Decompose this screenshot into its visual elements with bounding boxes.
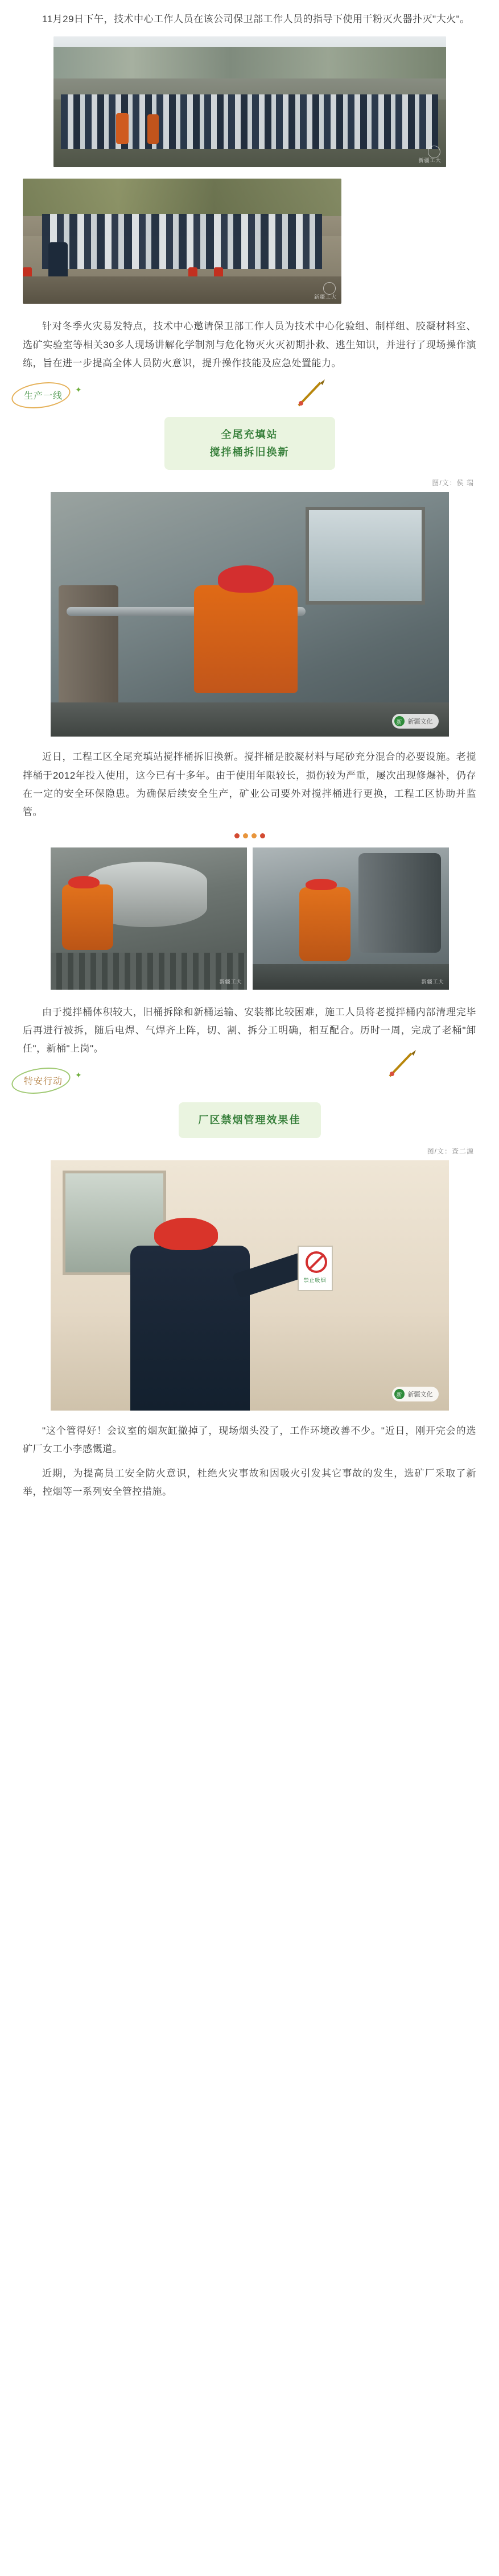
photo-grating [51, 953, 247, 990]
section-2-tag: 特安行动 [24, 1077, 63, 1087]
photo-tank-cleaning [51, 847, 247, 990]
paragraph-1: 11月29日下午，技术中心工作人员在该公司保卫部工作人员的指导下使用干粉灭火器扑灭"大火"。 [42, 14, 470, 24]
account-badge [392, 1387, 439, 1401]
photo-mixing-tank-work [51, 492, 449, 737]
photo-people-row [42, 214, 323, 269]
dot-separator [0, 828, 499, 845]
section-1-credit-row [0, 474, 499, 492]
bottom-spacer [0, 1507, 499, 1512]
no-smoking-sign [298, 1246, 333, 1291]
paragraph-3: 近日，工程工区全尾充填站搅拌桶拆旧换新。搅拌桶是胶凝材料与尾砂充分混合的必要设施。老搅拌桶于2012年投入使用，这今已有十多年。由于使用年限较长，损伤较为严重，屡次出现修爆补，仍存在一定的安全环保隐患。为确保后续安全生产，矿业公司要外对搅拌桶进行更换，工程工区协助并监管。 [23, 751, 476, 818]
account-badge-label: 新疆文化 [407, 718, 433, 726]
photo-worker-helmet [154, 1218, 218, 1250]
dot [260, 833, 265, 838]
sparkle-icon: ✦ [75, 1070, 82, 1080]
photo-watermark: 新疆工大 [421, 978, 444, 985]
photo-building [53, 47, 446, 78]
account-badge [392, 714, 439, 729]
photo-2-wrap [0, 173, 499, 309]
section-2-credit: 图/文：查二源 [427, 1147, 474, 1156]
section-1-banner-wrap [0, 415, 499, 474]
account-avatar-icon: 新 [394, 1389, 405, 1399]
photo-worker-helmet [218, 565, 274, 592]
photo-watermark: 新疆工大 [314, 294, 337, 300]
account-badge-label: 新疆文化 [407, 1391, 433, 1399]
photo-duct [358, 853, 441, 953]
photo-worker-body [130, 1246, 250, 1411]
section-1-banner-line2: 搅拌桶拆旧换新 [209, 446, 290, 458]
paragraph-5: "这个管得好！会议室的烟灰缸撤掉了，现场烟头没了，工作环境改善不少。"近日，刚开完会的选矿厂女工小李感慨道。 [23, 1425, 476, 1455]
photo-1-wrap [0, 31, 499, 173]
photo-trees [23, 179, 341, 216]
section-2-banner-line1: 厂区禁烟管理效果佳 [198, 1114, 301, 1126]
sparkle-icon: ✦ [75, 385, 82, 395]
photo-worker-helmet [306, 879, 337, 890]
section-1-credit: 图/文：侯 瑞 [432, 479, 474, 487]
pen-icon [294, 376, 328, 410]
photo-watermark: 新疆工大 [219, 978, 242, 985]
pen-icon [385, 1047, 419, 1081]
section-2-credit-row [0, 1143, 499, 1160]
dot [234, 833, 240, 838]
photo-no-smoking-sign [51, 1160, 449, 1411]
feature-photo-1-wrap [0, 492, 499, 740]
dot [243, 833, 248, 838]
photo-floor [253, 964, 449, 990]
photo-tank [59, 585, 118, 708]
photo-row [0, 845, 499, 995]
photo-worker-orange-2 [147, 114, 159, 144]
section-1-banner-line1: 全尾充填站 [221, 429, 278, 441]
photo-watermark: 新疆工大 [418, 158, 442, 164]
photo-worker-orange [116, 113, 129, 144]
photo-worker [299, 887, 350, 961]
photo-worker-helmet [68, 876, 100, 889]
photo-fire-drill-group [53, 36, 446, 167]
feature-photo-2-wrap [0, 1160, 499, 1414]
photo-floor [23, 276, 341, 304]
watermark-circle-icon [428, 146, 440, 158]
section-2-banner [179, 1102, 321, 1138]
paragraph-2: 针对冬季火灾易发特点，技术中心邀请保卫部工作人员为技术中心化验组、制样组、胶凝材料室、选矿实验室等相关30多人现场讲解化学制剂与危化物灭火灭初期扑救、逃生知识，并进行了现场操作演练，旨在进一步提高全体人员防火意识，提升操作技能及应急处置能力。 [23, 321, 476, 369]
photo-window [306, 507, 425, 605]
account-avatar-icon: 新 [394, 716, 405, 726]
section-1-tag: 生产一线 [24, 391, 63, 402]
paragraph-6: 近期，为提高员工安全防火意识，杜绝火灾事故和因吸火引发其它事故的发生，选矿厂采取了新举，控烟等一系列安全管控措施。 [23, 1467, 476, 1497]
paragraph-4: 由于搅拌桶体积较大，旧桶拆除和新桶运输、安装都比较困难，施工人员将老搅拌桶内部清理完毕后再进行被拆，随后电焊、气焊齐上阵，切、割、拆分工明确，相互配合。历时一周，完成了老桶"卸任"，新桶"上岗"。 [23, 1006, 476, 1055]
section-1-tag-row [0, 378, 499, 415]
photo-worker-body [194, 585, 298, 693]
dot [251, 833, 257, 838]
no-smoking-label: 禁止吸烟 [303, 1277, 327, 1283]
section-2-banner-wrap [0, 1100, 499, 1143]
photo-worker [62, 884, 113, 950]
section-1-banner [164, 417, 335, 470]
section-2-tag-row [0, 1064, 499, 1100]
photo-duct-work [253, 847, 449, 990]
photo-extinguisher-line [23, 179, 341, 304]
photo-floor [51, 702, 449, 737]
